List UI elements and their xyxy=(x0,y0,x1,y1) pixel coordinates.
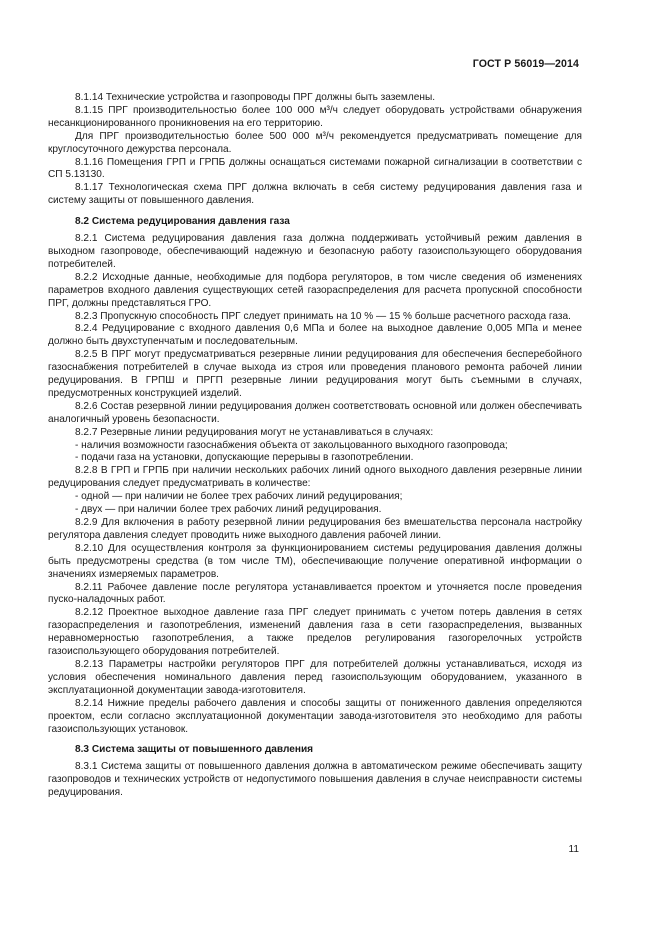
paragraph-8-2-5: 8.2.5 В ПРГ могут предусматриваться резервные линии редуцирования для обеспечения бесперебойного газоснабжения потребителей в случае выхода из строя или проведения планового ремонта рабочей линии редуцирования. В ГРПШ и ПРГП резервные линии редуцирования могут быть съемными в случаях, предусмотренных конструкцией изделий. xyxy=(48,349,582,399)
section-heading-8-2: 8.2 Система редуцирования давления газа xyxy=(75,216,290,228)
section-heading-8-3: 8.3 Система защиты от повышенного давления xyxy=(75,744,314,756)
paragraph-8-1-14: 8.1.14 Технические устройства и газопроводы ПРГ должны быть заземлены. xyxy=(75,92,435,103)
paragraph-8-3-1: 8.3.1 Система защиты от повышенного давления должна в автоматическом режиме обеспечивать защиту газопроводов и технических устройств от недопустимого повышения давления в случае неисправности системы редуцирования. xyxy=(48,761,582,799)
list-item-8-2-8-a: - одной — при наличии не более трех рабочих линий редуцирования; xyxy=(75,491,403,503)
standard-id-header: ГОСТ Р 56019—2014 xyxy=(472,58,579,70)
paragraph-8-2-14: 8.2.14 Нижние пределы рабочего давления и способы защиты от пониженного давления определяются проектом, если согласно эксплуатационной документации завода-изготовителя это необходимо для работы газоиспользующих установок. xyxy=(48,697,582,735)
paragraph-8-2-3: 8.2.3 Пропускную способность ПРГ следует принимать на 10 % — 15 % больше расчетного расхода газа. xyxy=(75,310,571,322)
paragraph-8-2-8: 8.2.8 В ГРП и ГРПБ при наличии нескольких рабочих линий одного выходного давления резервные линии редуцирования следует предусматривать в количестве: xyxy=(48,465,582,490)
list-item-8-2-7-a: - наличия возможности газоснабжения объекта от закольцованного выходного газопровода; xyxy=(75,439,508,451)
paragraph-8-2-9: 8.2.9 Для включения в работу резервной линии редуцирования без вмешательства персонала настройку регулятора давления следует проводить ниже выходного давления рабочей линии. xyxy=(48,517,582,541)
body-text xyxy=(48,92,582,800)
paragraph-8-2-10: 8.2.10 Для осуществления контроля за функционированием системы редуцирования давления должны быть предусмотрены средства (в том числе ТМ), обеспечивающие получение оперативной информации о значениях измеряемых параметров. xyxy=(48,542,582,580)
paragraph-8-1-15-note: Для ПРГ производительностью более 500 000 м³/ч рекомендуется предусматривать помещение для круглосуточного дежурства персонала. xyxy=(48,130,582,155)
paragraph-8-1-16: 8.1.16 Помещения ГРП и ГРПБ должны оснащаться системами пожарной сигнализации в соответствии с СП 5.13130. xyxy=(48,156,582,181)
paragraph-8-1-17: 8.1.17 Технологическая схема ПРГ должна включать в себя систему редуцирования давления газа и систему защиты от повышенного давления. xyxy=(48,182,582,207)
list-item-8-2-8-b: - двух — при наличии более трех рабочих линий редуцирования. xyxy=(75,504,382,516)
paragraph-8-2-7: 8.2.7 Резервные линии редуцирования могут не устанавливаться в случаях: xyxy=(75,426,434,438)
list-item-8-2-7-b: - подачи газа на установки, допускающие перерывы в газопотреблении. xyxy=(75,452,414,464)
paragraph-8-2-12: 8.2.12 Проектное выходное давление газа ПРГ следует принимать с учетом потерь давления в сетях газораспределения и газопотребления, изменений давления газа в сети газораспределения, вызванных неравномерностью газопотребления, а также пределов регулирования газогорелочных устройств газоиспользующего оборудования потребителей. xyxy=(48,607,582,658)
paragraph-8-2-1: 8.2.1 Система редуцирования давления газа должна поддерживать устойчивый режим давления в выходном газопроводе, обеспечивающий надежную и безопасную работу газоиспользующего оборудования потребителей. xyxy=(48,233,582,270)
paragraph-8-2-11: 8.2.11 Рабочее давление после регулятора устанавливается проектом и уточняется после проведения пуско-наладочных работ. xyxy=(48,581,582,606)
paragraph-8-2-4: 8.2.4 Редуцирование с входного давления 0,6 МПа и более на выходное давление 0,005 МПа и менее должно быть двухступенчатым и последовательным. xyxy=(48,323,582,348)
paragraph-8-1-15: 8.1.15 ПРГ производительностью более 100 000 м³/ч следует оборудовать устройствами обнаружения несанкционированного проникновения на его территорию. xyxy=(48,104,582,129)
page-number: 11 xyxy=(568,844,579,855)
paragraph-8-2-2: 8.2.2 Исходные данные, необходимые для подбора регуляторов, в том числе сведения об изменениях параметров входного давления существующих сетей газораспределения для расчета пропускной способности ПРГ, должны представляться ГРО. xyxy=(48,271,582,309)
paragraph-8-2-6: 8.2.6 Состав резервной линии редуцирования должен соответствовать основной или должен обеспечивать аналогичный уровень безопасности. xyxy=(48,400,582,425)
paragraph-8-2-13: 8.2.13 Параметры настройки регуляторов ПРГ для потребителей должны устанавливаться, исходя из условия обеспечения номинального давления перед газоиспользующим оборудованием, указанного в эксплуатационной документации завода-изготовителя. xyxy=(48,658,582,696)
